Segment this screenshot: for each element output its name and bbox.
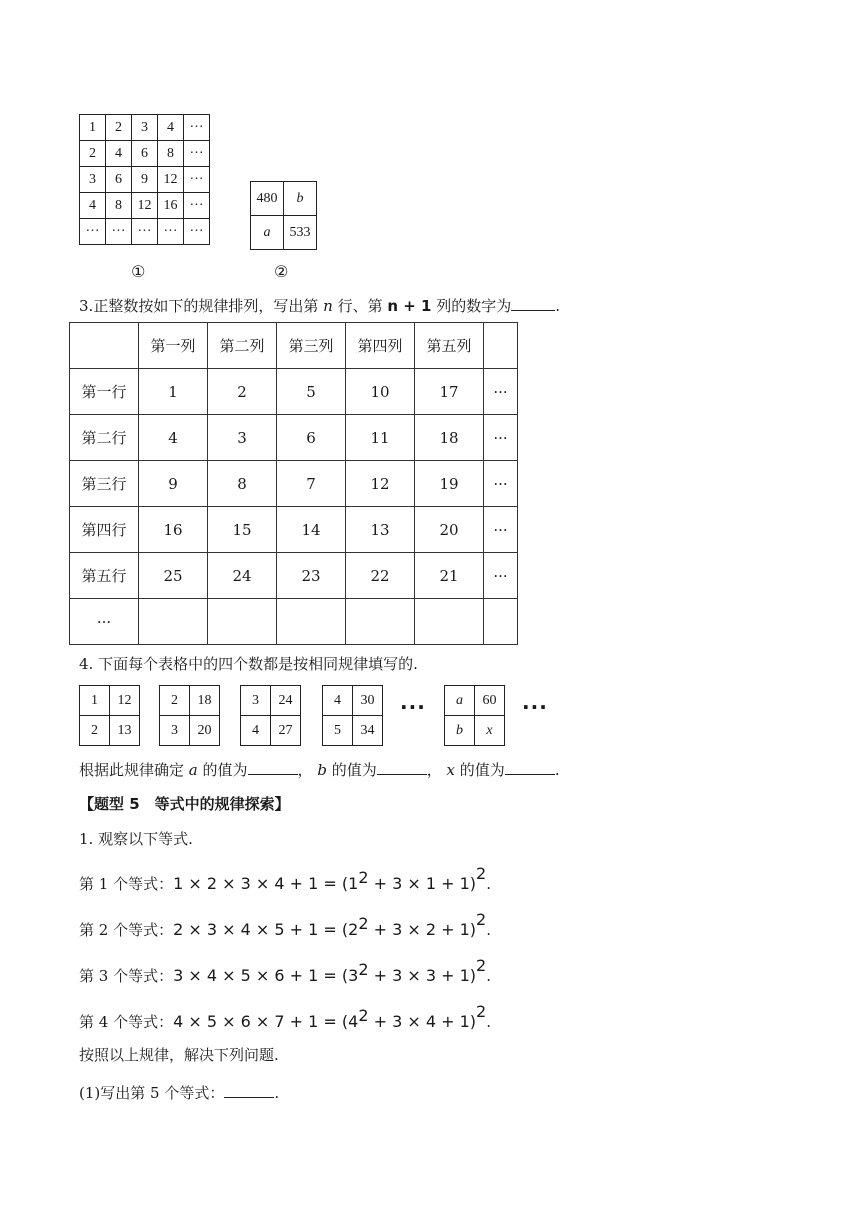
box-cell: 4: [323, 686, 353, 716]
table-cell: 19: [415, 461, 484, 507]
table-cell: 2: [208, 369, 277, 415]
table-row: [70, 599, 518, 645]
pattern-table: [69, 322, 518, 645]
answer-blank-a[interactable]: [248, 760, 298, 775]
grid-cell: 8: [106, 193, 132, 219]
grid-cell: 12: [132, 193, 158, 219]
grid-cell: 6: [132, 141, 158, 167]
equation-lhs: 3 × 4 × 5 × 6 + 1 = (3: [173, 966, 359, 985]
grid-cell: 3: [132, 115, 158, 141]
grid-cell: 4: [106, 141, 132, 167]
exponent: 2: [358, 1006, 369, 1025]
box-cell: 34: [353, 716, 383, 746]
table-cell: 16: [139, 507, 208, 553]
table-cell: 24: [208, 553, 277, 599]
grid-1-caption: ①: [131, 262, 146, 281]
table-header-cell: 第一列: [139, 323, 208, 369]
table-cell: 3: [208, 415, 277, 461]
equation-label: 第 3 个等式：: [79, 967, 174, 985]
period: .: [555, 297, 561, 315]
separator: ，: [426, 761, 442, 779]
box-row: [80, 686, 140, 716]
question-number: 3.: [79, 297, 94, 315]
table-cell: 10: [346, 369, 415, 415]
pattern-box: [322, 685, 383, 746]
q5-intro: 1. 观察以下等式.: [79, 830, 193, 848]
grid-row: [80, 167, 210, 193]
exponent: 2: [358, 960, 369, 979]
box-cell: 2: [160, 686, 190, 716]
box-cell: 24: [271, 686, 301, 716]
grid-cell: 2: [106, 115, 132, 141]
grid-cell: 2: [80, 141, 106, 167]
box-cell: 20: [190, 716, 220, 746]
q5-part-1: [79, 1083, 279, 1103]
grid-cell: ···: [184, 167, 210, 193]
box-cell: 12: [110, 686, 140, 716]
box-cell: a: [445, 686, 475, 716]
section-heading: 【题型 5 等式中的规律探索】: [79, 795, 290, 813]
table-cell: 20: [415, 507, 484, 553]
pattern-box: [240, 685, 301, 746]
var-b: b: [317, 761, 327, 779]
box-row: [323, 716, 383, 746]
grid-cell: 3: [80, 167, 106, 193]
grid-cell: b: [284, 182, 317, 216]
table-cell: 12: [346, 461, 415, 507]
question-text: 行、第: [337, 297, 383, 315]
grid-cell: ···: [184, 141, 210, 167]
table-header-row: [70, 323, 518, 369]
equation-rhs: + 3 × 1 + 1): [368, 874, 477, 893]
table-cell: 9: [139, 461, 208, 507]
grid-cell: 12: [158, 167, 184, 193]
box-cell: 1: [80, 686, 110, 716]
period: .: [274, 1084, 280, 1102]
exponent: 2: [476, 910, 487, 929]
grid-cell: ···: [106, 219, 132, 245]
pattern-box: [159, 685, 220, 746]
answer-blank-x[interactable]: [505, 760, 555, 775]
box-row: [241, 686, 301, 716]
equation: [79, 1002, 491, 1032]
ellipsis: ···: [400, 695, 426, 719]
box-row: [445, 686, 505, 716]
grid-cell: 4: [158, 115, 184, 141]
table-cell: 22: [346, 553, 415, 599]
answer-text: 根据此规律确定: [79, 761, 185, 779]
box-cell: 2: [80, 716, 110, 746]
box-cell: 27: [271, 716, 301, 746]
grid-2-caption: ②: [274, 262, 289, 281]
table-cell: 21: [415, 553, 484, 599]
grid-cell: 16: [158, 193, 184, 219]
equation-label: 第 1 个等式：: [79, 875, 174, 893]
table-cell: 第二行: [70, 415, 139, 461]
table-row: [70, 553, 518, 599]
box-cell: 18: [190, 686, 220, 716]
table-row: [70, 369, 518, 415]
var-x: x: [446, 761, 456, 779]
table-row: [70, 415, 518, 461]
grid-cell: 8: [158, 141, 184, 167]
equation-rhs: + 3 × 2 + 1): [368, 920, 477, 939]
exponent: 2: [358, 868, 369, 887]
separator: ，: [297, 761, 313, 779]
table-cell: [346, 599, 415, 645]
box-row: [160, 716, 220, 746]
ellipsis: ···: [522, 695, 548, 719]
table-cell: [208, 599, 277, 645]
grid-cell: ···: [184, 193, 210, 219]
answer-text: 的值为: [202, 761, 248, 779]
grid-cell: 6: [106, 167, 132, 193]
var-n: n: [323, 297, 333, 315]
table-cell: [277, 599, 346, 645]
exponent: 2: [476, 1002, 487, 1021]
box-row: [323, 686, 383, 716]
table-header-cell: 第二列: [208, 323, 277, 369]
period: .: [486, 1013, 491, 1031]
table-cell: 第一行: [70, 369, 139, 415]
table-cell: 15: [208, 507, 277, 553]
period: .: [554, 761, 560, 779]
pattern-box: [79, 685, 140, 746]
grid-cell: ···: [184, 115, 210, 141]
part-1-text: (1)写出第 5 个等式：: [79, 1084, 225, 1102]
table-cell: 4: [139, 415, 208, 461]
table-cell: 13: [346, 507, 415, 553]
table-cell: [415, 599, 484, 645]
table-cell: ···: [70, 599, 139, 645]
table-cell: [139, 599, 208, 645]
table-cell: 25: [139, 553, 208, 599]
box-cell: 3: [160, 716, 190, 746]
box-cell: 60: [475, 686, 505, 716]
answer-blank-eq5[interactable]: [224, 1083, 274, 1098]
table-row: [70, 507, 518, 553]
equation-lhs: 1 × 2 × 3 × 4 + 1 = (1: [173, 874, 359, 893]
pattern-box: [444, 685, 505, 746]
table-cell: ···: [484, 415, 518, 461]
table-cell: 5: [277, 369, 346, 415]
question-3: [79, 296, 560, 316]
answer-blank-b[interactable]: [377, 760, 427, 775]
question-4: 4. 下面每个表格中的四个数都是按相同规律填写的.: [79, 655, 418, 673]
table-header-cell: 第四列: [346, 323, 415, 369]
grid-row: [251, 216, 317, 250]
grid-row: [80, 219, 210, 245]
grid-row: [80, 193, 210, 219]
equation: [79, 910, 491, 940]
box-cell: 3: [241, 686, 271, 716]
grid-cell: 9: [132, 167, 158, 193]
table-header-cell: [484, 323, 518, 369]
box-row: [445, 716, 505, 746]
table-cell: 第三行: [70, 461, 139, 507]
box-cell: 30: [353, 686, 383, 716]
question-text: 列的数字为: [436, 297, 512, 315]
exponent: 2: [476, 956, 487, 975]
table-cell: 14: [277, 507, 346, 553]
table-cell: ···: [484, 369, 518, 415]
grid-cell: 533: [284, 216, 317, 250]
box-cell: b: [445, 716, 475, 746]
answer-text: 的值为: [459, 761, 505, 779]
equation: [79, 956, 491, 986]
table-cell: 第五行: [70, 553, 139, 599]
equation-rhs: + 3 × 4 + 1): [368, 1012, 477, 1031]
box-cell: 4: [241, 716, 271, 746]
grid-row: [80, 115, 210, 141]
question-4-answer: [79, 760, 560, 780]
table-cell: 第四行: [70, 507, 139, 553]
answer-blank[interactable]: [511, 296, 555, 311]
grid-cell: ···: [184, 219, 210, 245]
table-cell: 1: [139, 369, 208, 415]
period: .: [486, 875, 491, 893]
grid-cell: 1: [80, 115, 106, 141]
number-grid-2: [250, 181, 317, 250]
equation-label: 第 4 个等式：: [79, 1013, 174, 1031]
grid-cell: ···: [158, 219, 184, 245]
equation-rhs: + 3 × 3 + 1): [368, 966, 477, 985]
grid-cell: a: [251, 216, 284, 250]
table-cell: 8: [208, 461, 277, 507]
box-cell: 5: [323, 716, 353, 746]
table-cell: ···: [484, 553, 518, 599]
table-header-cell: 第三列: [277, 323, 346, 369]
var-a: a: [188, 761, 198, 779]
exponent: 2: [476, 864, 487, 883]
box-cell: 13: [110, 716, 140, 746]
table-header-cell: [70, 323, 139, 369]
table-cell: ···: [484, 507, 518, 553]
period: .: [486, 921, 491, 939]
grid-row: [251, 182, 317, 216]
grid-cell: ···: [80, 219, 106, 245]
grid-cell: 480: [251, 182, 284, 216]
box-row: [241, 716, 301, 746]
table-cell: [484, 599, 518, 645]
box-row: [160, 686, 220, 716]
number-grid-1: [79, 114, 210, 245]
equation-lhs: 2 × 3 × 4 × 5 + 1 = (2: [173, 920, 359, 939]
exponent: 2: [358, 914, 369, 933]
answer-text: 的值为: [331, 761, 377, 779]
period: .: [486, 967, 491, 985]
box-cell: x: [475, 716, 505, 746]
equation-lhs: 4 × 5 × 6 × 7 + 1 = (4: [173, 1012, 359, 1031]
q5-rule: 按照以上规律，解决下列问题.: [79, 1046, 279, 1064]
table-cell: 23: [277, 553, 346, 599]
table-cell: 6: [277, 415, 346, 461]
table-cell: 17: [415, 369, 484, 415]
table-row: [70, 461, 518, 507]
box-row: [80, 716, 140, 746]
equation: [79, 864, 491, 894]
grid-row: [80, 141, 210, 167]
table-cell: 18: [415, 415, 484, 461]
grid-cell: 4: [80, 193, 106, 219]
var-n-plus-1: n + 1: [387, 297, 432, 315]
question-text: 正整数按如下的规律排列，写出第: [93, 297, 319, 315]
grid-cell: ···: [132, 219, 158, 245]
table-cell: 7: [277, 461, 346, 507]
table-cell: ···: [484, 461, 518, 507]
equation-label: 第 2 个等式：: [79, 921, 174, 939]
table-cell: 11: [346, 415, 415, 461]
table-header-cell: 第五列: [415, 323, 484, 369]
